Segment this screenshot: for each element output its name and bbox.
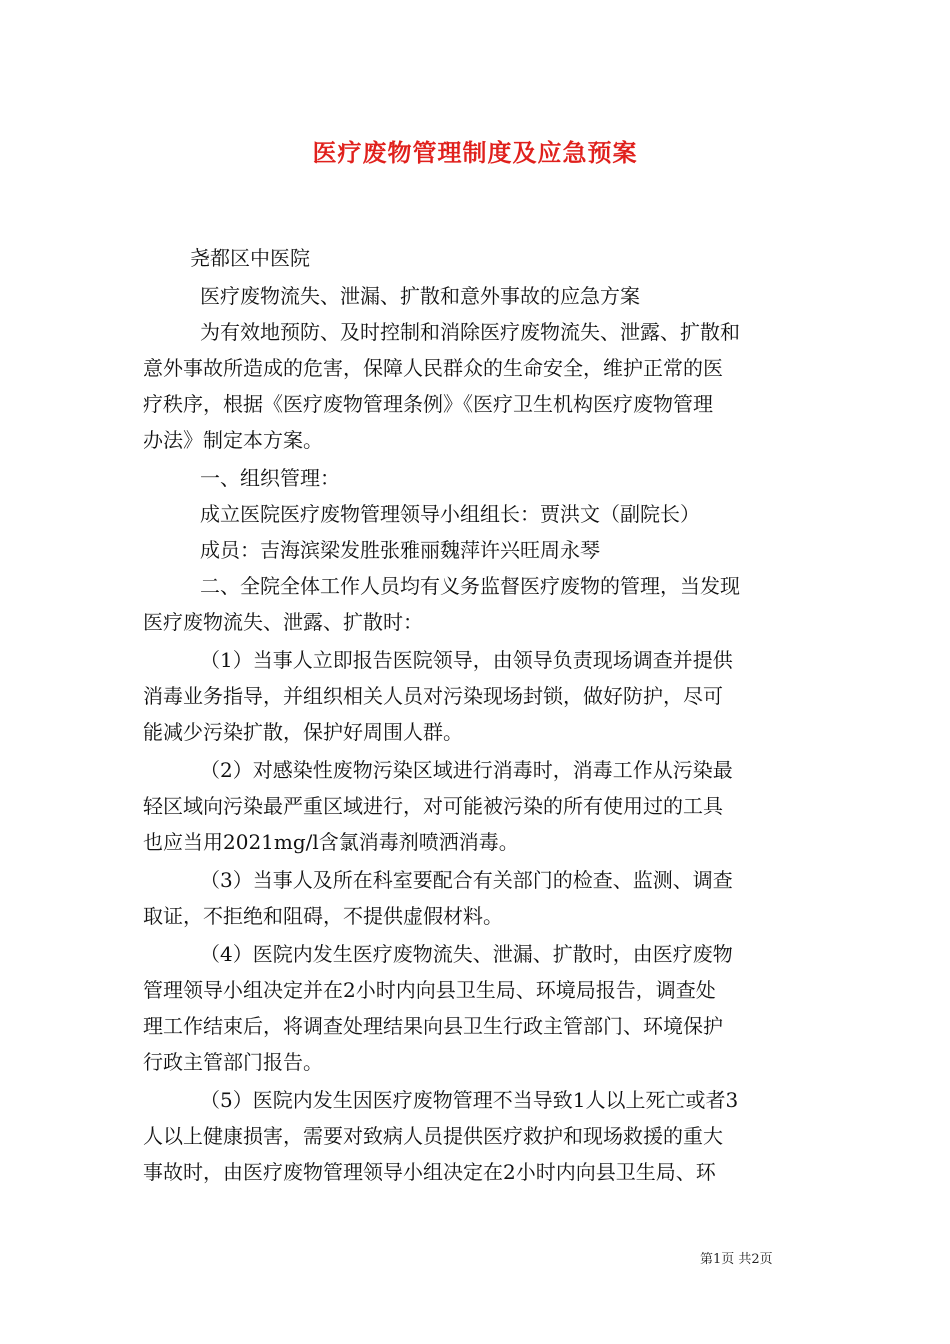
paragraph-line: 人以上健康损害，需要对致病人员提供医疗救护和现场救援的重大 <box>143 1124 723 1148</box>
plan-subtitle: 医疗废物流失、泄漏、扩散和意外事故的应急方案 <box>200 284 640 308</box>
page-number: 第1页 共2页 <box>700 1252 773 1267</box>
paragraph-line: 轻区域向污染最严重区域进行，对可能被污染的所有使用过的工具 <box>143 794 723 818</box>
paragraph-line: 行政主管部门报告。 <box>143 1050 323 1074</box>
paragraph-line: 消毒业务指导，并组织相关人员对污染现场封锁，做好防护，尽可 <box>143 684 723 708</box>
paragraph-line: 成立医院医疗废物管理领导小组组长：贾洪文（副院长） <box>200 502 700 526</box>
paragraph-line: （2）对感染性废物污染区域进行消毒时，消毒工作从污染最 <box>200 758 733 782</box>
paragraph-line: 能减少污染扩散，保护好周围人群。 <box>143 720 463 744</box>
paragraph-line: 疗秩序，根据《医疗废物管理条例》《医疗卫生机构医疗废物管理 <box>143 392 713 416</box>
paragraph-line: （5）医院内发生因医疗废物管理不当导致1人以上死亡或者3 <box>200 1088 739 1112</box>
hospital-name: 尧都区中医院 <box>190 246 310 270</box>
paragraph-line: （4）医院内发生医疗废物流失、泄漏、扩散时，由医疗废物 <box>200 942 733 966</box>
paragraph-line: 意外事故所造成的危害，保障人民群众的生命安全，维护正常的医 <box>143 356 723 380</box>
paragraph-line: 也应当用2021mg/l含氯消毒剂喷洒消毒。 <box>143 830 519 854</box>
section-heading: 一、组织管理： <box>200 466 340 490</box>
document-title: 医疗废物管理制度及应急预案 <box>312 138 638 167</box>
paragraph-line: （3）当事人及所在科室要配合有关部门的检查、监测、调查 <box>200 868 733 892</box>
paragraph-line: 管理领导小组决定并在2小时内向县卫生局、环境局报告，调查处 <box>143 978 716 1002</box>
paragraph-line: 二、全院全体工作人员均有义务监督医疗废物的管理，当发现 <box>200 574 740 598</box>
paragraph-line: 取证，不拒绝和阻碍，不提供虚假材料。 <box>143 904 503 928</box>
paragraph-line: 成员：吉海滨梁发胜张雅丽魏萍许兴旺周永琴 <box>200 538 600 562</box>
paragraph-line: 办法》制定本方案。 <box>143 428 323 452</box>
paragraph-line: 事故时，由医疗废物管理领导小组决定在2小时内向县卫生局、环 <box>143 1160 716 1184</box>
paragraph-line: 医疗废物流失、泄露、扩散时： <box>143 610 423 634</box>
paragraph-line: （1）当事人立即报告医院领导，由领导负责现场调查并提供 <box>200 648 733 672</box>
paragraph-line: 理工作结束后，将调查处理结果向县卫生行政主管部门、环境保护 <box>143 1014 723 1038</box>
paragraph-line: 为有效地预防、及时控制和消除医疗废物流失、泄露、扩散和 <box>200 320 740 344</box>
